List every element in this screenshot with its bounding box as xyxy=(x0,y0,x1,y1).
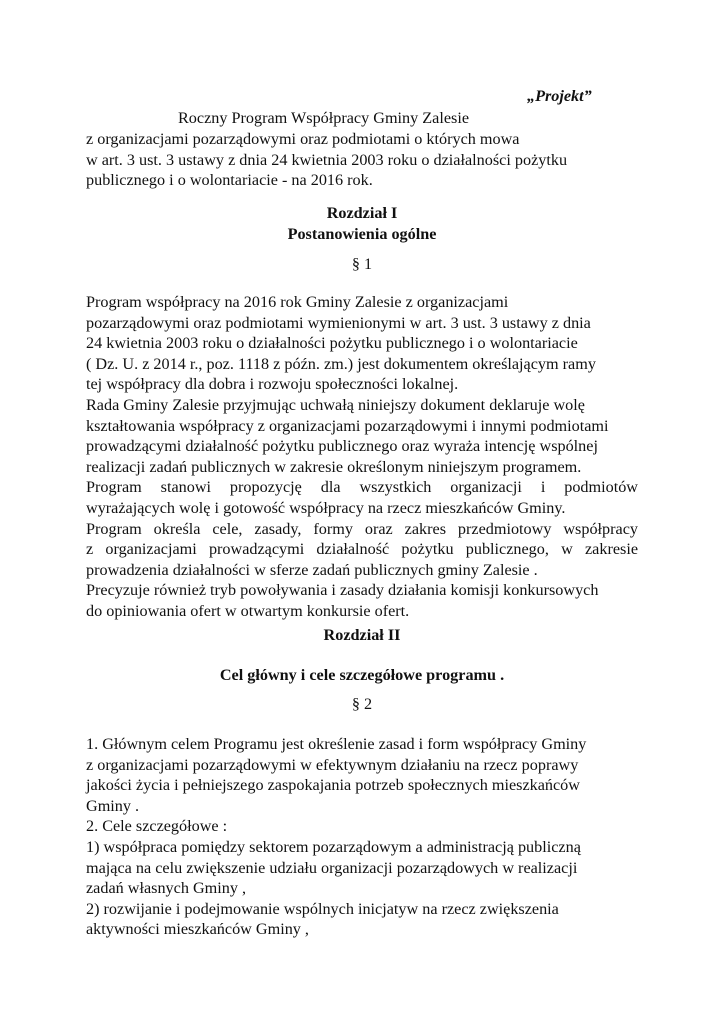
subtitle-line: z organizacjami pozarządowymi oraz podmiotami o których mowa xyxy=(86,130,520,148)
projekt-label: „Projekt” xyxy=(527,87,592,105)
text-line: Program współpracy na 2016 rok Gminy Zalesie z organizacjami xyxy=(86,293,509,311)
text-line: aktywności mieszkańców Gminy , xyxy=(86,920,309,939)
text-line: Program stanowi propozycję dla wszystkich organizacji i podmiotów xyxy=(86,478,638,497)
text-line: 1. Głównym celem Programu jest określenie zasad i form współpracy Gminy xyxy=(86,735,587,753)
chapter2-paragraph-sign: § 2 xyxy=(351,695,373,713)
chapter2-subheading: Cel główny i cele szczegółowe programu . xyxy=(219,666,505,684)
text-line: pozarządowymi oraz podmiotami wymienionymi w art. 3 ust. 3 ustawy z dnia xyxy=(86,313,591,332)
text-line: kształtowania współpracy z organizacjami pozarządowymi i innymi podmiotami xyxy=(86,416,609,435)
text-line: realizacji zadań publicznych w zakresie określonym niniejszym programem. xyxy=(86,457,582,476)
subtitle-line: publicznego i o wolontariacie - na 2016 rok. xyxy=(86,171,373,190)
text-line: wyrażających wolę i gotowość współpracy na rzecz mieszkańców Gminy. xyxy=(86,498,566,517)
chapter1-paragraph-sign: § 1 xyxy=(351,255,373,273)
chapter1-body xyxy=(86,292,638,622)
document-title: Roczny Program Współpracy Gminy Zalesie xyxy=(178,109,470,127)
text-line: ( Dz. U. z 2014 r., poz. 1118 z późn. zm.) jest dokumentem określającym ramy xyxy=(86,354,596,373)
chapter1-heading: Rozdział I xyxy=(326,204,398,222)
text-line: 1) współpraca pomiędzy sektorem pozarządowym a administracją publiczną xyxy=(86,837,581,856)
text-line: mająca na celu zwiększenie udziału organizacji pozarządowych w realizacji xyxy=(86,858,578,877)
text-line: Gminy . xyxy=(86,796,140,815)
text-line: 24 kwietnia 2003 roku o działalności pożytku publicznego i o wolontariacie xyxy=(86,334,578,353)
text-line: Precyzuje również tryb powoływania i zasady działania komisji konkursowych xyxy=(86,581,599,600)
text-line: Rada Gminy Zalesie przyjmując uchwałą niniejszy dokument deklaruje wolę xyxy=(86,395,585,414)
text-line: do opiniowania ofert w otwartym konkursie ofert. xyxy=(86,601,410,620)
document-subtitle xyxy=(86,129,567,191)
text-line: jakości życia i pełniejszego zaspokajania potrzeb społecznych mieszkańców xyxy=(86,776,580,795)
subtitle-line: w art. 3 ust. 3 ustawy z dnia 24 kwietnia 2003 roku o działalności pożytku xyxy=(86,150,568,169)
text-line: z organizacjami pozarządowymi w efektywnym działaniu na rzecz poprawy xyxy=(86,755,579,774)
text-line: prowadzącymi działalność pożytku publicznego oraz wyraża intencję wspólnej xyxy=(86,437,598,456)
text-line: 2. Cele szczegółowe : xyxy=(86,817,228,836)
text-line: z organizacjami prowadzącymi działalność pożytku publicznego, w zakresie xyxy=(86,540,638,559)
text-line: Program określa cele, zasady, formy oraz zakres przedmiotowy współpracy xyxy=(86,519,638,538)
chapter1-subheading: Postanowienia ogólne xyxy=(287,225,437,243)
chapter2-heading: Rozdział II xyxy=(323,626,401,644)
chapter2-body xyxy=(86,734,586,940)
text-line: 2) rozwijanie i podejmowanie wspólnych inicjatyw na rzecz zwiększenia xyxy=(86,899,559,918)
text-line: zadań własnych Gminy , xyxy=(86,879,247,898)
text-line: prowadzenia działalności w sferze zadań publicznych gminy Zalesie . xyxy=(86,560,538,579)
text-line: tej współpracy dla dobra i rozwoju społeczności lokalnej. xyxy=(86,375,459,394)
